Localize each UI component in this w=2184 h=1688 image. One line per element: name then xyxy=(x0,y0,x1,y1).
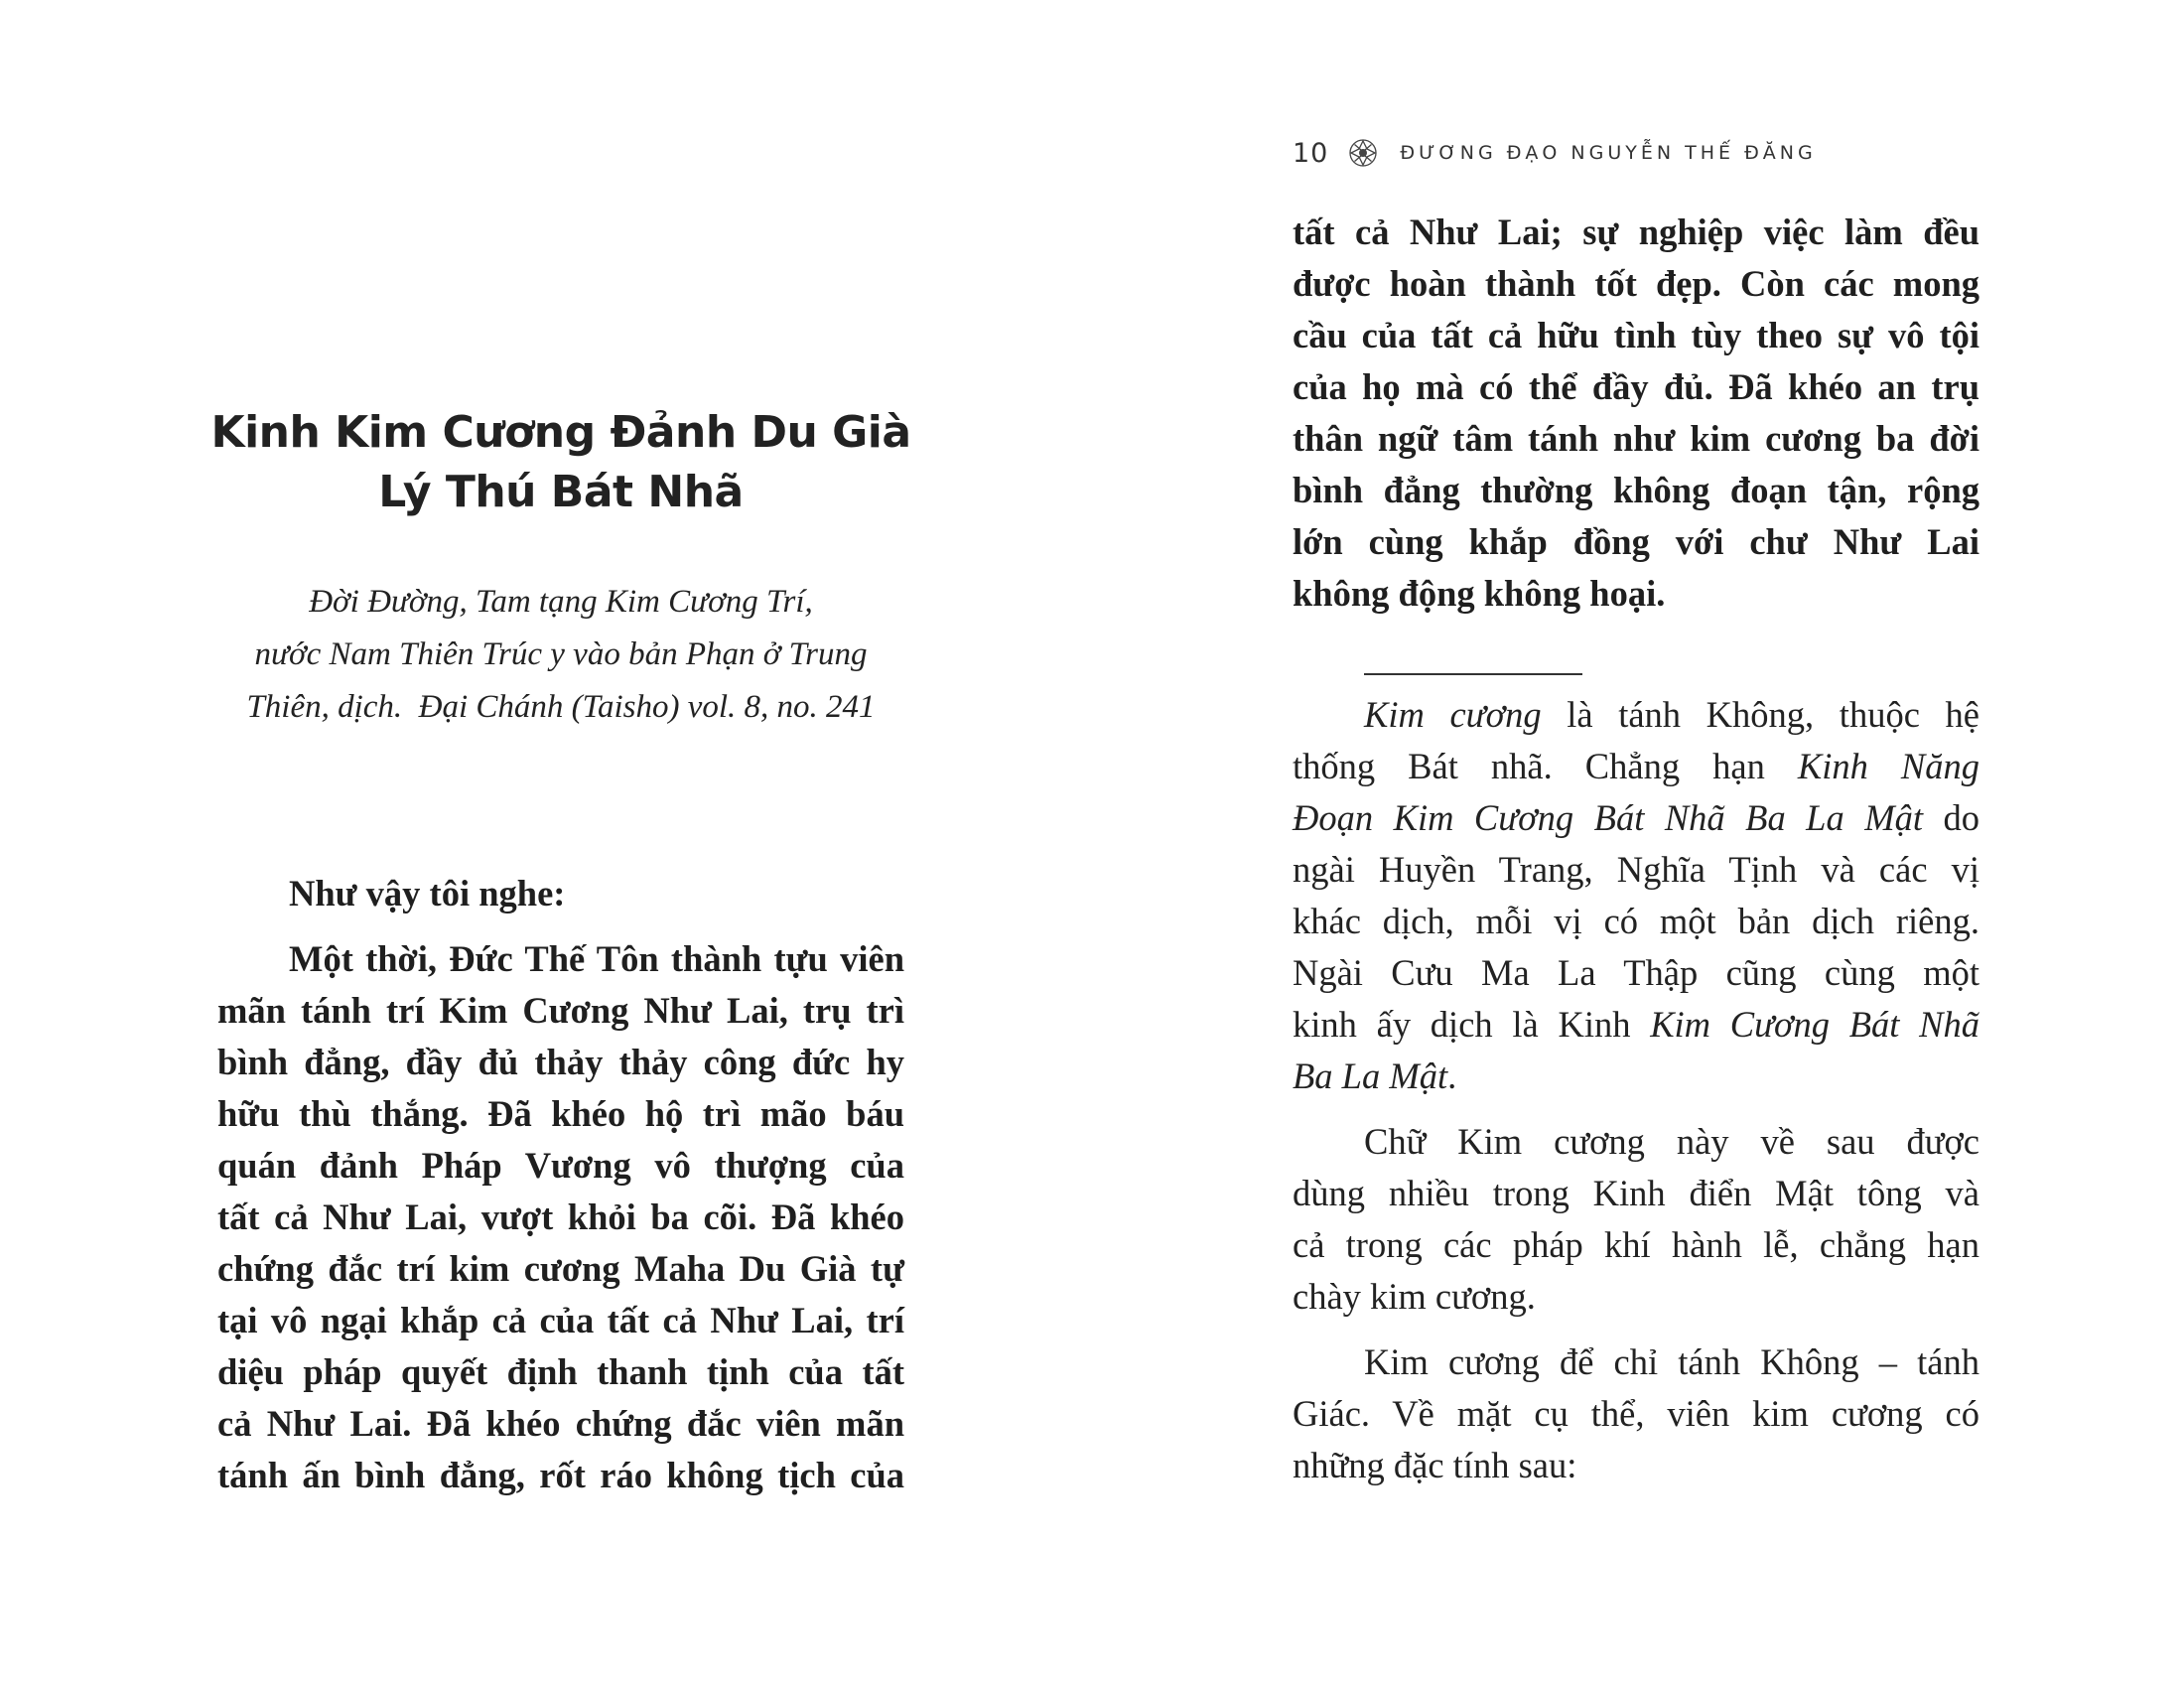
text-line: tại vô ngại khắp cả của tất cả Như Lai, trí xyxy=(217,1300,904,1340)
text-line: lớn cùng khắp đồng với chư Như Lai xyxy=(1293,521,1979,562)
sutra-continuation xyxy=(1293,207,1979,620)
text-line: thân ngữ tâm tánh như kim cương ba đời xyxy=(1293,418,1979,459)
text-line: khác dịch, mỗi vị có một bản dịch riêng. xyxy=(1293,901,1979,941)
commentary-paragraph-3 xyxy=(1293,1336,1979,1491)
title-line: Lý Thú Bát Nhã xyxy=(378,467,744,517)
text-line: cả trong các pháp khí hành lễ, chẳng hạn xyxy=(1293,1224,1979,1265)
text-line: Ngài Cưu Ma La Thập cũng cùng một xyxy=(1293,952,1979,993)
text-run: do xyxy=(1923,797,1980,838)
italic-term: Kim Cương Bát Nhã xyxy=(1650,1004,1979,1045)
commentary-text xyxy=(1293,689,1979,1491)
text-line: được hoàn thành tốt đẹp. Còn các mong xyxy=(1293,263,1979,304)
footnote-divider xyxy=(1364,673,1582,675)
intro-paragraph: Như vậy tôi nghe: xyxy=(289,873,566,914)
text-line: bình đẳng thường không đoạn tận, rộng xyxy=(1293,470,1979,510)
text-run: là tánh Không, thuộc hệ xyxy=(1541,694,1979,735)
lotus-ornament-icon xyxy=(1348,138,1378,168)
text-line: tất cả Như Lai, vượt khỏi ba cõi. Đã khéo xyxy=(217,1196,904,1237)
subtitle-line: Thiên, dịch. Đại Chánh (Taisho) vol. 8, no. 241 xyxy=(246,689,876,725)
text-line: tánh ấn bình đẳng, rốt ráo không tịch của xyxy=(217,1455,904,1495)
italic-term: Kim cương xyxy=(1364,694,1542,735)
text-line xyxy=(1293,741,1979,792)
text-line: bình đẳng, đầy đủ thảy thảy công đức hy xyxy=(217,1042,904,1082)
text-line: của họ mà có thể đầy đủ. Đã khéo an trụ xyxy=(1293,366,1979,407)
text-line xyxy=(1293,792,1979,844)
subtitle-line: Đời Đường, Tam tạng Kim Cương Trí, xyxy=(309,584,813,620)
sutra-title xyxy=(199,403,923,522)
text-line: Chữ Kim cương này về sau được xyxy=(1364,1121,1979,1162)
italic-term: Ba La Mật xyxy=(1293,1055,1448,1096)
text-line: không động không hoại. xyxy=(1293,573,1666,614)
text-line: diệu pháp quyết định thanh tịnh của tất xyxy=(217,1351,904,1392)
text-line: Một thời, Đức Thế Tôn thành tựu viên xyxy=(289,938,904,979)
text-line: hữu thù thắng. Đã khéo hộ trì mão báu xyxy=(217,1093,904,1134)
commentary-paragraph-2 xyxy=(1293,1116,1979,1323)
sutra-subtitle xyxy=(199,576,923,734)
running-header xyxy=(1293,133,1817,173)
italic-term: Kinh Năng xyxy=(1797,746,1979,786)
italic-term: Đoạn Kim Cương Bát Nhã Ba La Mật xyxy=(1293,797,1924,838)
page-number: 10 xyxy=(1293,137,1329,169)
title-line: Kinh Kim Cương Đảnh Du Già xyxy=(210,407,911,458)
text-line: mãn tánh trí Kim Cương Như Lai, trụ trì xyxy=(217,990,904,1031)
text-line: cầu của tất cả hữu tình tùy theo sự vô tội xyxy=(1293,315,1979,355)
text-line: Kim cương để chỉ tánh Không – tánh xyxy=(1364,1341,1979,1382)
opening-paragraph xyxy=(217,933,904,1501)
text-run: . xyxy=(1447,1055,1457,1096)
text-line: những đặc tính sau: xyxy=(1293,1445,1577,1485)
subtitle-line: nước Nam Thiên Trúc y vào bản Phạn ở Trung xyxy=(254,636,868,672)
left-body-text xyxy=(217,868,904,1501)
text-line: tất cả Như Lai; sự nghiệp việc làm đều xyxy=(1293,211,1979,252)
text-run: thống Bát nhã. Chẳng hạn xyxy=(1293,746,1798,786)
text-line: cả Như Lai. Đã khéo chứng đắc viên mãn xyxy=(217,1403,904,1444)
text-run: kinh ấy dịch là Kinh xyxy=(1293,1004,1651,1045)
text-line: Giác. Về mặt cụ thể, viên kim cương có xyxy=(1293,1393,1979,1434)
text-line xyxy=(1293,689,1979,741)
text-line xyxy=(1293,999,1979,1051)
text-line xyxy=(1293,1051,1979,1102)
commentary-paragraph-1 xyxy=(1293,689,1979,1102)
running-head-author: ĐƯƠNG ĐẠO NGUYỄN THẾ ĐĂNG xyxy=(1400,142,1817,164)
text-line: chứng đắc trí kim cương Maha Du Già tự xyxy=(217,1248,904,1289)
text-line: dùng nhiều trong Kinh điển Mật tông và xyxy=(1293,1173,1979,1213)
text-line: ngài Huyền Trang, Nghĩa Tịnh và các vị xyxy=(1293,849,1979,890)
text-line: chày kim cương. xyxy=(1293,1276,1536,1317)
text-line: quán đảnh Pháp Vương vô thượng của xyxy=(217,1145,904,1186)
